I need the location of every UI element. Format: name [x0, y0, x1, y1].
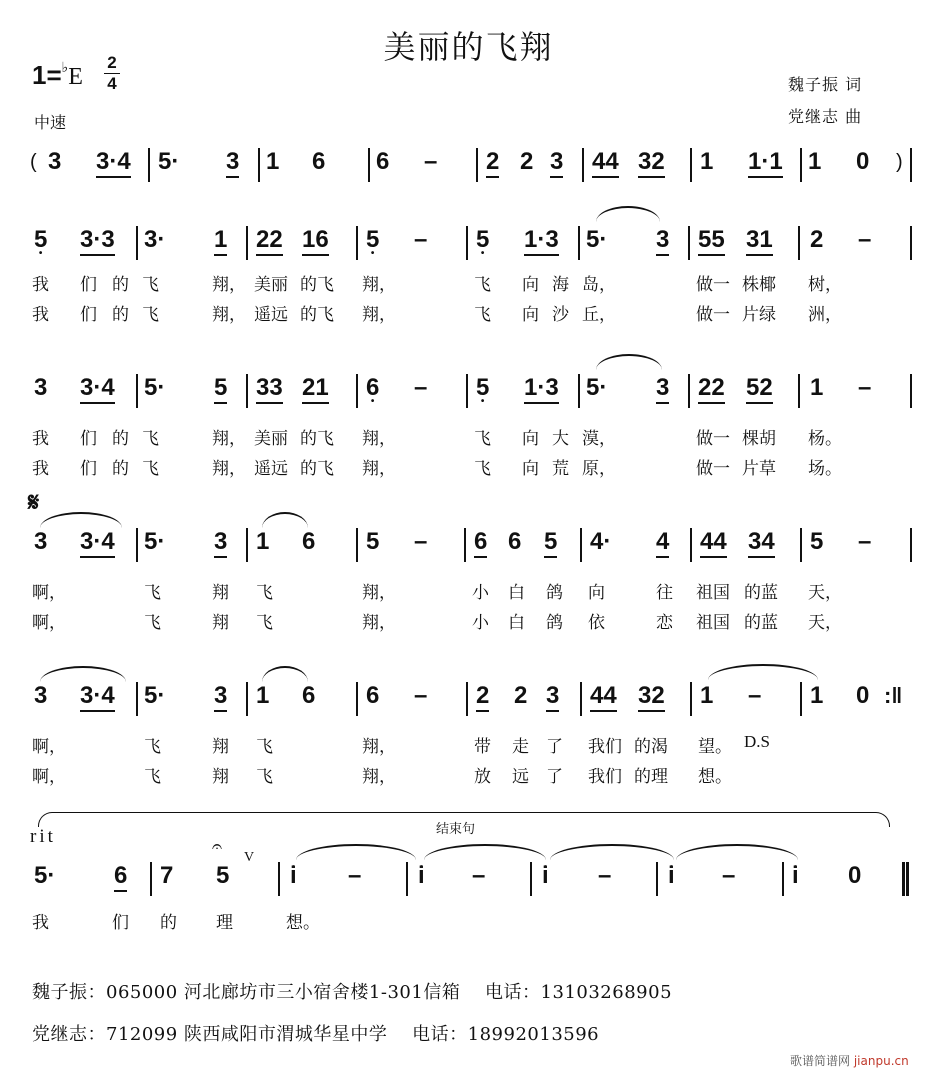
dash: –: [414, 682, 428, 709]
lyric: 的: [112, 305, 129, 325]
slur: [262, 666, 308, 682]
note: 6: [312, 148, 326, 175]
staff-system-verse-2: [0, 374, 937, 414]
note: 4: [656, 528, 669, 558]
tie: [296, 844, 416, 860]
dal-segno-mark: D.S: [744, 732, 770, 751]
lyric: 片绿: [742, 305, 776, 325]
bar-line: [578, 374, 580, 408]
bar-line: [136, 682, 138, 716]
lyric: 的: [160, 913, 177, 933]
lyric: 远: [512, 767, 529, 787]
lyric: 翔，: [362, 305, 396, 325]
bar-line: [150, 862, 152, 896]
note: 32: [638, 682, 665, 712]
note: 5: [366, 528, 380, 555]
lyric: 岛，: [582, 275, 616, 295]
note: 1·3: [524, 374, 559, 404]
lyric: 做一: [696, 275, 730, 295]
note: 1: [810, 682, 824, 709]
note: 2: [476, 682, 489, 712]
lyric: 小: [472, 613, 489, 633]
slur: [596, 354, 662, 370]
lyric: 翔，: [212, 305, 246, 325]
tie: [708, 664, 818, 680]
key-signature: [32, 60, 83, 91]
bar-line: [278, 862, 280, 896]
note: 5·: [144, 374, 166, 401]
lyric: 洲，: [808, 305, 842, 325]
lyric: 大: [552, 429, 569, 449]
lyric: 翔: [212, 613, 229, 633]
note: 2: [810, 226, 824, 253]
dash: –: [598, 862, 612, 889]
note: 3·3: [80, 226, 115, 256]
lyric: 的飞: [300, 305, 334, 325]
bar-line: [368, 148, 370, 182]
lyric: 们: [80, 305, 97, 325]
note: 3: [214, 682, 227, 712]
note: 21: [302, 374, 329, 404]
watermark-url: jianpu.cn: [853, 1054, 909, 1068]
lyric: 们: [112, 913, 129, 933]
lyric: 天，: [808, 613, 842, 633]
ending-label: 结束句: [436, 822, 476, 837]
lyric: 的蓝: [744, 583, 778, 603]
note: 5·: [158, 148, 180, 175]
bar-line: [466, 682, 468, 716]
staff-system-chorus-1: [0, 528, 937, 568]
lyric: 放: [474, 767, 491, 787]
bar-line: [800, 528, 802, 562]
bar-line: [580, 528, 582, 562]
ritardando-marking: rit: [30, 826, 56, 847]
lyric: 我: [32, 429, 49, 449]
dash: –: [722, 862, 736, 889]
note: 3: [550, 148, 563, 178]
dash: –: [748, 682, 762, 709]
staff-system-verse-1: [0, 226, 937, 266]
note: 31: [746, 226, 773, 256]
dash: –: [858, 374, 872, 401]
lyric: 做一: [696, 459, 730, 479]
bar-line: [688, 226, 690, 260]
lyric: 祖国: [696, 613, 730, 633]
bar-line: [580, 682, 582, 716]
lyric: 恋: [656, 613, 673, 633]
lyric: 飞: [142, 305, 159, 325]
note: 3: [34, 528, 48, 555]
segno-icon: 𝄋: [28, 488, 40, 518]
note: 1: [810, 374, 824, 401]
note: 34: [748, 528, 775, 558]
note: 55: [698, 226, 725, 256]
bar-line: [690, 528, 692, 562]
note: 3: [34, 682, 48, 709]
lyric: 株椰: [742, 275, 776, 295]
dash: –: [348, 862, 362, 889]
lyric: 飞: [474, 429, 491, 449]
bar-line: [690, 682, 692, 716]
note: 33: [256, 374, 283, 404]
bar-line: [688, 374, 690, 408]
bar-line: [246, 374, 248, 408]
note: 3: [546, 682, 559, 712]
contact-composer: 党继志：712099 陕西咸阳市渭城华星中学 电话：18992013596: [32, 1024, 600, 1045]
repeat-end-sign: :‖: [884, 683, 903, 708]
note: 5: [214, 374, 227, 404]
lyric: 望。: [698, 737, 732, 757]
key-note: E: [68, 64, 83, 90]
lyric: 走: [512, 737, 529, 757]
note-high: • i: [418, 862, 425, 890]
note: 1·3: [524, 226, 559, 256]
note: 2: [520, 148, 534, 175]
lyric: 翔，: [362, 767, 396, 787]
note: 5: [216, 862, 230, 889]
note: 3·4: [80, 374, 115, 404]
dash: –: [858, 226, 872, 253]
tempo-marking: 中速: [34, 113, 67, 132]
lyric: 祖国: [696, 583, 730, 603]
lyric: 飞: [144, 767, 161, 787]
lyric: 树，: [808, 275, 842, 295]
bar-line: [798, 226, 800, 260]
lyric: 的飞: [300, 429, 334, 449]
lyric: 做一: [696, 429, 730, 449]
slur: [40, 512, 122, 528]
note-high: • i: [290, 862, 297, 890]
note: 6: [302, 528, 316, 555]
note: 5·: [34, 862, 56, 889]
note: 1: [256, 528, 270, 555]
note: 3: [48, 148, 62, 175]
bar-line: [910, 148, 912, 182]
lyric: 啊，: [32, 767, 66, 787]
lyric: 飞: [256, 583, 273, 603]
note: 44: [700, 528, 727, 558]
lyric: 鸽: [546, 583, 563, 603]
note: 3·4: [80, 528, 115, 558]
lyric: 向: [522, 275, 539, 295]
lyric: 啊，: [32, 737, 66, 757]
bar-line: [136, 226, 138, 260]
lyric: 的渴: [634, 737, 668, 757]
bar-line: [476, 148, 478, 182]
lyric: 翔: [212, 737, 229, 757]
watermark-site: 歌谱简谱网: [790, 1054, 851, 1068]
bar-line: [782, 862, 784, 896]
note: 22: [698, 374, 725, 404]
note: 1: [700, 148, 714, 175]
bar-line: [406, 862, 408, 896]
lyric: 天，: [808, 583, 842, 603]
lyric: 的飞: [300, 459, 334, 479]
note: 3·: [144, 226, 166, 253]
bar-line: [464, 528, 466, 562]
lyric: 啊，: [32, 583, 66, 603]
tie: [550, 844, 674, 860]
note-high: • i: [668, 862, 675, 890]
lyric: 的: [112, 429, 129, 449]
lyric: 翔，: [362, 583, 396, 603]
note: 32: [638, 148, 665, 178]
bar-line: [356, 226, 358, 260]
bar-line: [578, 226, 580, 260]
note: 3·4: [96, 148, 131, 178]
note: 5·: [586, 226, 608, 253]
meter-top: 2: [107, 53, 117, 72]
lyric: 飞: [144, 613, 161, 633]
bar-line: [356, 682, 358, 716]
lyric: 做一: [696, 305, 730, 325]
lyric: 们: [80, 459, 97, 479]
lyric: 们: [80, 275, 97, 295]
note-low: 6 •: [366, 374, 379, 402]
note: 3: [656, 374, 669, 404]
lyric: 了: [546, 767, 563, 787]
bar-line: [136, 374, 138, 408]
note: 6: [114, 862, 127, 892]
lyric: 原，: [582, 459, 616, 479]
lyric: 翔，: [212, 275, 246, 295]
lyric: 我: [32, 305, 49, 325]
open-paren: (: [30, 151, 37, 173]
note: 44: [590, 682, 617, 712]
lyric: 棵胡: [742, 429, 776, 449]
note-high: • i: [542, 862, 549, 890]
bar-line: [910, 528, 912, 562]
lyric: 片草: [742, 459, 776, 479]
bar-line: [466, 374, 468, 408]
bar-line: [356, 374, 358, 408]
bar-line: [582, 148, 584, 182]
lyric: 翔: [212, 583, 229, 603]
tie: [676, 844, 798, 860]
lyric: 白: [508, 583, 525, 603]
rest: 0: [856, 682, 870, 709]
lyric: 飞: [474, 305, 491, 325]
watermark: [790, 1052, 909, 1069]
lyric: 的: [112, 275, 129, 295]
lyric: 飞: [256, 613, 273, 633]
bar-line: [356, 528, 358, 562]
lyric: 我们: [588, 767, 622, 787]
note: 1: [808, 148, 822, 175]
lyric: 翔，: [362, 429, 396, 449]
bar-line: [258, 148, 260, 182]
note-low: 5 •: [34, 226, 47, 254]
lyric: 杨。: [808, 429, 842, 449]
lyric: 想。: [286, 913, 320, 933]
note-low: 5 •: [476, 226, 489, 254]
bar-line: [466, 226, 468, 260]
note: 3·4: [80, 682, 115, 712]
note: 3: [214, 528, 227, 558]
bar-line: [246, 682, 248, 716]
bar-line: [800, 148, 802, 182]
lyric: 飞: [144, 583, 161, 603]
lyric: 们: [80, 429, 97, 449]
note: 22: [256, 226, 283, 256]
staff-system-intro: [0, 148, 937, 188]
note: 1: [700, 682, 714, 709]
lyric: 我们: [588, 737, 622, 757]
contact-lyricist: 魏子振：065000 河北廊坊市三小宿舍楼1-301信箱 电话：13103268905: [32, 982, 673, 1003]
note-low: 5 •: [476, 374, 489, 402]
lyric: 我: [32, 913, 49, 933]
lyric: 向: [588, 583, 605, 603]
staff-system-coda: [0, 862, 937, 902]
note: 2: [514, 682, 528, 709]
lyric: 飞: [474, 459, 491, 479]
note: 6: [376, 148, 390, 175]
song-title: 美丽的飞翔: [383, 28, 554, 66]
note: 7: [160, 862, 174, 889]
meter-bottom: 4: [107, 74, 117, 93]
lyric: 遥远: [254, 305, 288, 325]
lyric: 漠，: [582, 429, 616, 449]
lyric: 往: [656, 583, 673, 603]
fermata-icon: 𝄐: [212, 836, 223, 857]
note: 5·: [586, 374, 608, 401]
lyric: 的理: [634, 767, 668, 787]
time-signature: [104, 54, 120, 93]
lyric: 海: [552, 275, 569, 295]
lyric: 荒: [552, 459, 569, 479]
bar-line: [910, 374, 912, 408]
lyric: 飞: [144, 737, 161, 757]
lyric: 带: [474, 737, 491, 757]
lyric: 依: [588, 613, 605, 633]
note: 5·: [144, 682, 166, 709]
bar-line: [246, 226, 248, 260]
lyric: 了: [546, 737, 563, 757]
note: 52: [746, 374, 773, 404]
bar-line: [246, 528, 248, 562]
dash: –: [472, 862, 486, 889]
note: 3: [656, 226, 669, 256]
note: 1: [256, 682, 270, 709]
key-prefix: 1=: [32, 60, 62, 90]
dash: –: [424, 148, 438, 175]
lyric: 飞: [474, 275, 491, 295]
lyric: 向: [522, 429, 539, 449]
lyric: 翔，: [362, 275, 396, 295]
note: 6: [302, 682, 316, 709]
bar-line: [656, 862, 658, 896]
note-low: 5 •: [366, 226, 379, 254]
lyric: 想。: [698, 767, 732, 787]
note: 5: [544, 528, 557, 558]
lyric: 场。: [808, 459, 842, 479]
lyric: 飞: [256, 737, 273, 757]
lyric: 飞: [142, 459, 159, 479]
dash: –: [414, 528, 428, 555]
bar-line: [800, 682, 802, 716]
rest: 0: [848, 862, 862, 889]
lyric: 翔，: [362, 737, 396, 757]
lyric: 翔，: [212, 459, 246, 479]
staff-system-chorus-2: [0, 682, 937, 722]
note: 5·: [144, 528, 166, 555]
note: 6: [508, 528, 522, 555]
lyric: 小: [472, 583, 489, 603]
note: 1·1: [748, 148, 783, 178]
lyric: 沙: [552, 305, 569, 325]
bar-line: [530, 862, 532, 896]
close-paren: ): [896, 151, 903, 173]
bar-line: [136, 528, 138, 562]
slur: [262, 512, 308, 528]
note: 1: [266, 148, 280, 175]
composer-credit: 党继志 曲: [788, 107, 863, 126]
breath-mark: V: [244, 850, 255, 865]
dash: –: [858, 528, 872, 555]
lyric: 的飞: [300, 275, 334, 295]
lyric: 啊，: [32, 613, 66, 633]
lyric: 向: [522, 305, 539, 325]
lyric: 遥远: [254, 459, 288, 479]
lyric: 的: [112, 459, 129, 479]
lyric: 翔，: [362, 613, 396, 633]
note: 3: [34, 374, 48, 401]
tie: [424, 844, 546, 860]
note: 6: [366, 682, 380, 709]
lyric: 飞: [142, 429, 159, 449]
note: 4·: [590, 528, 612, 555]
lyric: 飞: [142, 275, 159, 295]
note-high: • i: [792, 862, 799, 890]
lyric: 的蓝: [744, 613, 778, 633]
lyricist-credit: 魏子振 词: [788, 75, 863, 94]
lyric: 美丽: [254, 429, 288, 449]
note: 16: [302, 226, 329, 256]
dash: –: [414, 226, 428, 253]
note: 5: [810, 528, 824, 555]
final-barline: [902, 862, 909, 896]
note: 6: [474, 528, 487, 558]
slur: [40, 666, 126, 682]
bar-line: [690, 148, 692, 182]
slur: [596, 206, 660, 222]
lyric: 我: [32, 459, 49, 479]
lyric: 翔: [212, 767, 229, 787]
lyric: 理: [216, 913, 233, 933]
bar-line: [148, 148, 150, 182]
bar-line: [798, 374, 800, 408]
lyric: 美丽: [254, 275, 288, 295]
rest: 0: [856, 148, 870, 175]
lyric: 翔，: [362, 459, 396, 479]
bar-line: [910, 226, 912, 260]
dash: –: [414, 374, 428, 401]
lyric: 白: [508, 613, 525, 633]
lyric: 鸽: [546, 613, 563, 633]
lyric: 丘，: [582, 305, 616, 325]
note: 1: [214, 226, 227, 256]
lyric: 飞: [256, 767, 273, 787]
note: 44: [592, 148, 619, 178]
flat-icon: ♭: [61, 60, 69, 76]
note: 2: [486, 148, 499, 178]
note: 3: [226, 148, 239, 178]
lyric: 翔，: [212, 429, 246, 449]
lyric: 我: [32, 275, 49, 295]
lyric: 向: [522, 459, 539, 479]
